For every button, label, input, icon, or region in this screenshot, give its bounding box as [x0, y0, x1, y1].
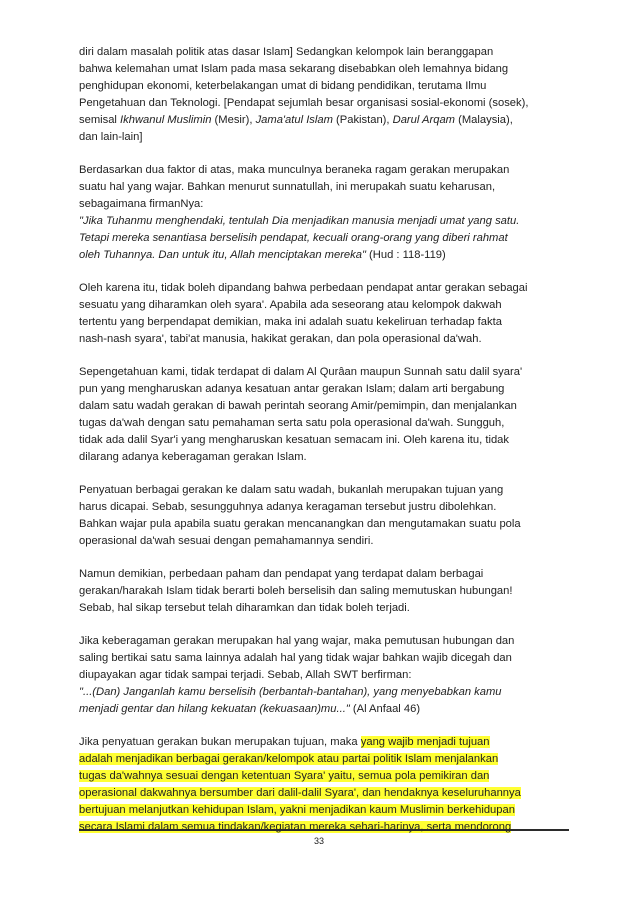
paragraph — [79, 734, 569, 836]
text-segment: Bahkan wajar pula apabila suatu gerakan mencanangkan dan mengutamakan suatu pola — [79, 518, 521, 530]
paragraph — [79, 364, 569, 466]
text-line — [79, 785, 569, 802]
text-line — [79, 112, 569, 129]
text-line — [79, 415, 569, 432]
text-line — [79, 280, 569, 297]
highlighted-text: secara Islami dalam semua tindakan/kegiatan mereka sehari-harinya, serta mendorong — [79, 821, 512, 833]
text-line — [79, 95, 569, 112]
paragraph — [79, 44, 569, 146]
text-segment: sebagaimana firmanNya: — [79, 198, 204, 210]
text-segment: suatu hal yang wajar. Bahkan menurut sunnatullah, ini merupakah suatu keharusan, — [79, 181, 496, 193]
text-segment: Sepengetahuan kami, tidak terdapat di dalam Al Qurâan maupun Sunnah satu dalil syara' — [79, 366, 523, 378]
text-segment: Oleh karena itu, tidak boleh dipandang bahwa perbedaan pendapat antar gerakan sebagai — [79, 282, 528, 294]
text-segment: dan lain-lain] — [79, 131, 143, 143]
text-line — [79, 364, 569, 381]
text-line — [79, 600, 569, 617]
page-number: 33 — [313, 836, 324, 846]
highlighted-text: operasional dakwahnya bersumber dari dalil-dalil Syara', dan hendaknya keseluruhannya — [79, 787, 521, 799]
text-line — [79, 398, 569, 415]
text-line — [79, 61, 569, 78]
text-line — [79, 499, 569, 516]
text-segment: (Malaysia), — [455, 114, 513, 126]
text-segment: diri dalam masalah politik atas dasar Islam] Sedangkan kelompok lain beranggapan — [79, 46, 494, 58]
text-segment: sesuatu yang diharamkan oleh syara'. Apabila ada seseorang atau kelompok dakwah — [79, 299, 502, 311]
text-segment: semisal — [79, 114, 121, 126]
text-line — [79, 196, 569, 213]
text-line — [79, 684, 569, 701]
text-line — [79, 381, 569, 398]
italic-text: oleh Tuhannya. Dan untuk itu, Allah menciptakan mereka" — [79, 249, 366, 261]
text-line — [79, 129, 569, 146]
italic-text: Ikhwanul Muslimin — [120, 114, 212, 126]
text-segment: gerakan/harakah Islam tidak berarti boleh berselisih dan saling memutuskan hubungan! — [79, 585, 513, 597]
text-line — [79, 583, 569, 600]
text-line — [79, 44, 569, 61]
text-segment: Namun demikian, perbedaan paham dan pendapat yang terdapat dalam berbagai — [79, 568, 484, 580]
text-segment: tertentu yang berpendapat demikian, maka ini adalah suatu kekeliruan terhadap fakta — [79, 316, 502, 328]
text-segment: tidak ada dalil Syar'i yang mengharuskan kesatuan semacam ini. Oleh karena itu, tidak — [79, 434, 509, 446]
highlighted-text: yang wajib menjadi tujuan — [360, 736, 490, 748]
highlighted-text: bertujuan melanjutkan kehidupan Islam, yakni menjadikan kaum Muslimin berkehidupan — [79, 804, 515, 816]
italic-text: menjadi gentar dan hilang kekuatan (kekuasaan)mu..." — [79, 703, 350, 715]
text-segment: pun yang mengharuskan adanya kesatuan antar gerakan Islam; dalam arti bergabung — [79, 383, 505, 395]
text-line — [79, 213, 569, 230]
text-line — [79, 516, 569, 533]
text-segment: Berdasarkan dua faktor di atas, maka munculnya beraneka ragam gerakan merupakan — [79, 164, 510, 176]
text-segment: saling bertikai satu sama lainnya adalah hal yang tidak wajar bahkan wajib dicegah dan — [79, 652, 512, 664]
text-segment: dalam satu wadah gerakan di bawah perintah seorang Amir/pemimpin, dan menjalankan — [79, 400, 517, 412]
italic-text: "Jika Tuhanmu menghendaki, tentulah Dia menjadikan manusia menjadi umat yang satu. — [79, 215, 520, 227]
highlighted-text: tugas da'wahnya sesuai dengan ketentuan Syara' yaitu, semua pola pemikiran dan — [79, 770, 490, 782]
text-segment: tugas da'wah dengan satu pemahaman serta satu pola operasional da'wah. Sungguh, — [79, 417, 505, 429]
text-segment: Jika penyatuan gerakan bukan merupakan tujuan, maka — [79, 736, 361, 748]
text-segment: operasional da'wah sesuai dengan pemahamannya sendiri. — [79, 535, 374, 547]
text-segment: (Al Anfaal 46) — [349, 703, 421, 715]
text-segment: diupayakan agar tidak sampai terjadi. Sebab, Allah SWT berfirman: — [79, 669, 412, 681]
text-line — [79, 179, 569, 196]
text-line — [79, 314, 569, 331]
italic-text: Tetapi mereka senantiasa berselisih pendapat, kecuali orang-orang yang diberi rahmat — [79, 232, 508, 244]
text-line — [79, 482, 569, 499]
text-segment: (Hud : 118-119) — [365, 249, 446, 261]
text-line — [79, 449, 569, 466]
text-segment: (Mesir), — [211, 114, 256, 126]
footer-rule — [79, 829, 569, 831]
paragraph — [79, 482, 569, 550]
text-line — [79, 432, 569, 449]
text-segment: Pengetahuan dan Teknologi. [Pendapat sejumlah besar organisasi sosial-ekonomi (sosek), — [79, 97, 529, 109]
paragraph — [79, 566, 569, 617]
text-line — [79, 297, 569, 314]
text-segment: (Pakistan), — [332, 114, 393, 126]
text-line — [79, 633, 569, 650]
text-segment: nash-nash syara', tabi'at manusia, hakikat gerakan, dan pola operasional da'wah. — [79, 333, 482, 345]
italic-text: Darul Arqam — [392, 114, 456, 126]
text-line — [79, 751, 569, 768]
paragraph — [79, 633, 569, 718]
highlighted-text: adalah menjadikan berbagai gerakan/kelompok atau partai politik Islam menjalankan — [79, 753, 499, 765]
text-line — [79, 802, 569, 819]
text-line — [79, 667, 569, 684]
paragraph — [79, 162, 569, 264]
text-segment: Jika keberagaman gerakan merupakan hal yang wajar, maka pemutusan hubungan dan — [79, 635, 515, 647]
text-segment: dilarang adanya keberagaman gerakan Islam. — [79, 451, 307, 463]
text-line — [79, 768, 569, 785]
text-segment: harus dicapai. Sebab, sesungguhnya adanya keragaman tersebut justru dibolehkan. — [79, 501, 497, 513]
italic-text: Jama'atul Islam — [255, 114, 333, 126]
paragraph — [79, 280, 569, 348]
text-line — [79, 734, 569, 751]
text-segment: bahwa kelemahan umat Islam pada masa sekarang disebabkan oleh lemahnya bidang — [79, 63, 509, 75]
text-line — [79, 819, 569, 836]
text-segment: Penyatuan berbagai gerakan ke dalam satu wadah, bukanlah merupakan tujuan yang — [79, 484, 504, 496]
text-line — [79, 78, 569, 95]
text-line — [79, 566, 569, 583]
text-line — [79, 230, 569, 247]
text-segment: Sebab, hal sikap tersebut telah diharamkan dan tidak boleh terjadi. — [79, 602, 410, 614]
text-segment: penghidupan ekonomi, keterbelakangan umat di bidang pendidikan, terutama Ilmu — [79, 80, 487, 92]
text-line — [79, 701, 569, 718]
italic-text: "...(Dan) Janganlah kamu berselisih (berbantah-bantahan), yang menyebabkan kamu — [79, 686, 502, 698]
text-line — [79, 650, 569, 667]
text-line — [79, 331, 569, 348]
text-line — [79, 162, 569, 179]
text-line — [79, 247, 569, 264]
text-line — [79, 533, 569, 550]
document-body — [79, 44, 569, 836]
